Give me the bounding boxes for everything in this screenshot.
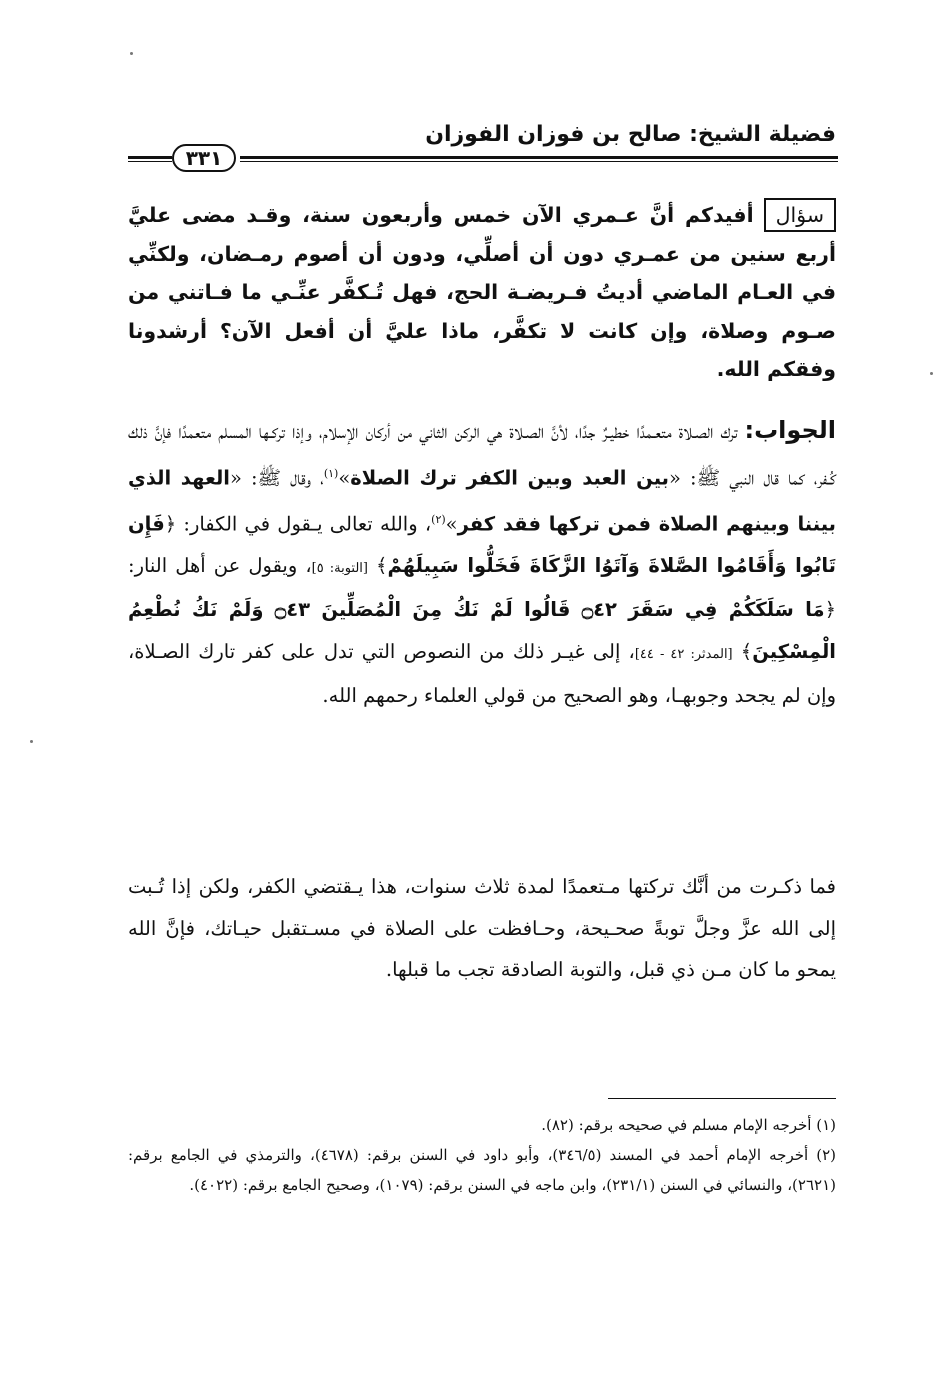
answer-text: ، والله تعالى يـقول في الكفار: ﴿	[164, 512, 432, 535]
answer-text: ، ويقول عن أهل النار: ﴿	[128, 553, 836, 621]
quran-verse: فَإِن تَابُوا وَأَقَامُوا الصَّلاةَ وَآتَوُا الزَّكَاةَ فَخَلُّوا سَبِيلَهُمْ	[128, 512, 836, 577]
header-rule-left-thin	[128, 161, 172, 162]
footnote-1: (١) أخرجه الإمام مسلم في صحيحه برقم: (٨٢).	[541, 1116, 836, 1134]
page-number: ٣٣١	[172, 144, 236, 172]
answer-text: ترك الصـلاة متعـمدًا خطيـرٌ جدًا، لأنَّ الصـلاة هي الركن الثاني من أركان الإسلام، وإذا تركـها المسلم متعمدًا فإنَّ ذلك كُـفر، كما قال النبي ﷺ: «	[128, 420, 836, 489]
answer-text: ﴾	[732, 639, 753, 663]
header-rule	[240, 156, 838, 159]
question-text: أفيدكم أنَّ عـمري الآن خمس وأربعون سنة، وقـد مضى عليَّ أربع سنين من عمـري دون أن أصلِّي، ودون أن أصوم رمـضان، ولكنِّي في العـام الماضي أديتُ فـريضـة الحج، فهل تُـكفَّر عنِّـي ما فـاتني من صـوم وصلاة، وإن كانت لا تكفَّر، ماذا عليَّ أن أفعل الآن؟ أرشدونا وفقكم الله.	[128, 203, 836, 381]
hadith-quote: العهد الذي بيننا وبينهم الصلاة فمن تركها فقد كفر	[128, 466, 836, 535]
verse-reference: [التوبة: ٥]	[311, 560, 368, 576]
footnote-marker: (٢)	[431, 512, 446, 526]
scan-speck	[930, 372, 933, 375]
answer-text: »	[338, 466, 351, 489]
quran-verse: مَا سَلَكَكُمْ فِي سَقَرَ ۝٤٢ قَالُوا لَمْ نَكُ مِنَ الْمُصَلِّينَ ۝٤٣ وَلَمْ نَكُ نُطْعِمُ الْمِسْكِينَ	[128, 598, 836, 663]
answer-block	[128, 410, 836, 717]
answer-text: ﴾	[367, 553, 388, 577]
answer-text: ، إلى غيـر ذلك من النصوص التي تدل على كفر تارك الصـلاة، وإن لم يجحد وجوبهـا، وهو الصحيح من قولي العلماء رحمهم الله.	[128, 639, 836, 707]
answer-label: الجواب:	[744, 416, 836, 444]
header-rule-thin	[240, 161, 838, 162]
verse-reference: [المدثر: ٤٢ - ٤٤]	[634, 646, 733, 662]
footnotes	[128, 1110, 836, 1200]
footnote-2: (٢) أخرجه الإمام أحمد في المسند (٣٤٦/٥)، وأبو داود في السنن برقم: (٤٦٧٨)، والترمذي في الجامع برقم: (٢٦٢١)، والنسائي في السنن (٢٣١/١)، وابن ماجه في السنن برقم: (١٠٧٩)، وصحيح الجامع برقم: (٤٠٢٢).	[128, 1146, 836, 1194]
header-rule-left	[128, 156, 172, 159]
hadith-quote: بين العبد وبين الكفر ترك الصلاة	[350, 466, 669, 489]
footnote-marker: (١)	[323, 466, 339, 480]
question-label: سؤال	[764, 198, 836, 232]
footnote-divider	[608, 1098, 836, 1099]
scan-speck	[130, 52, 133, 55]
running-header-title: فضيلة الشيخ: صالح بن فوزان الفوزان	[425, 122, 836, 147]
answer-text: ، وقال ﷺ: «	[229, 466, 324, 489]
answer-paragraph-2: فما ذكـرت من أنَّك تركتها مـتعمدًا لمدة ثلاث سنوات، هذا يـقتضي الكفر، ولكن إذا تُـبت إلى الله عزَّ وجلَّ توبةً صحـيحة، وحـافظت على الصلاة في مسـتقبل حيـاتك، فإنَّ الله يمحو ما كان مـن ذي قبل، والتوبة الصادقة تجب ما قبلها.	[128, 875, 836, 981]
answer-text: »	[445, 512, 458, 535]
scan-speck	[30, 740, 33, 743]
question-block	[128, 196, 836, 389]
